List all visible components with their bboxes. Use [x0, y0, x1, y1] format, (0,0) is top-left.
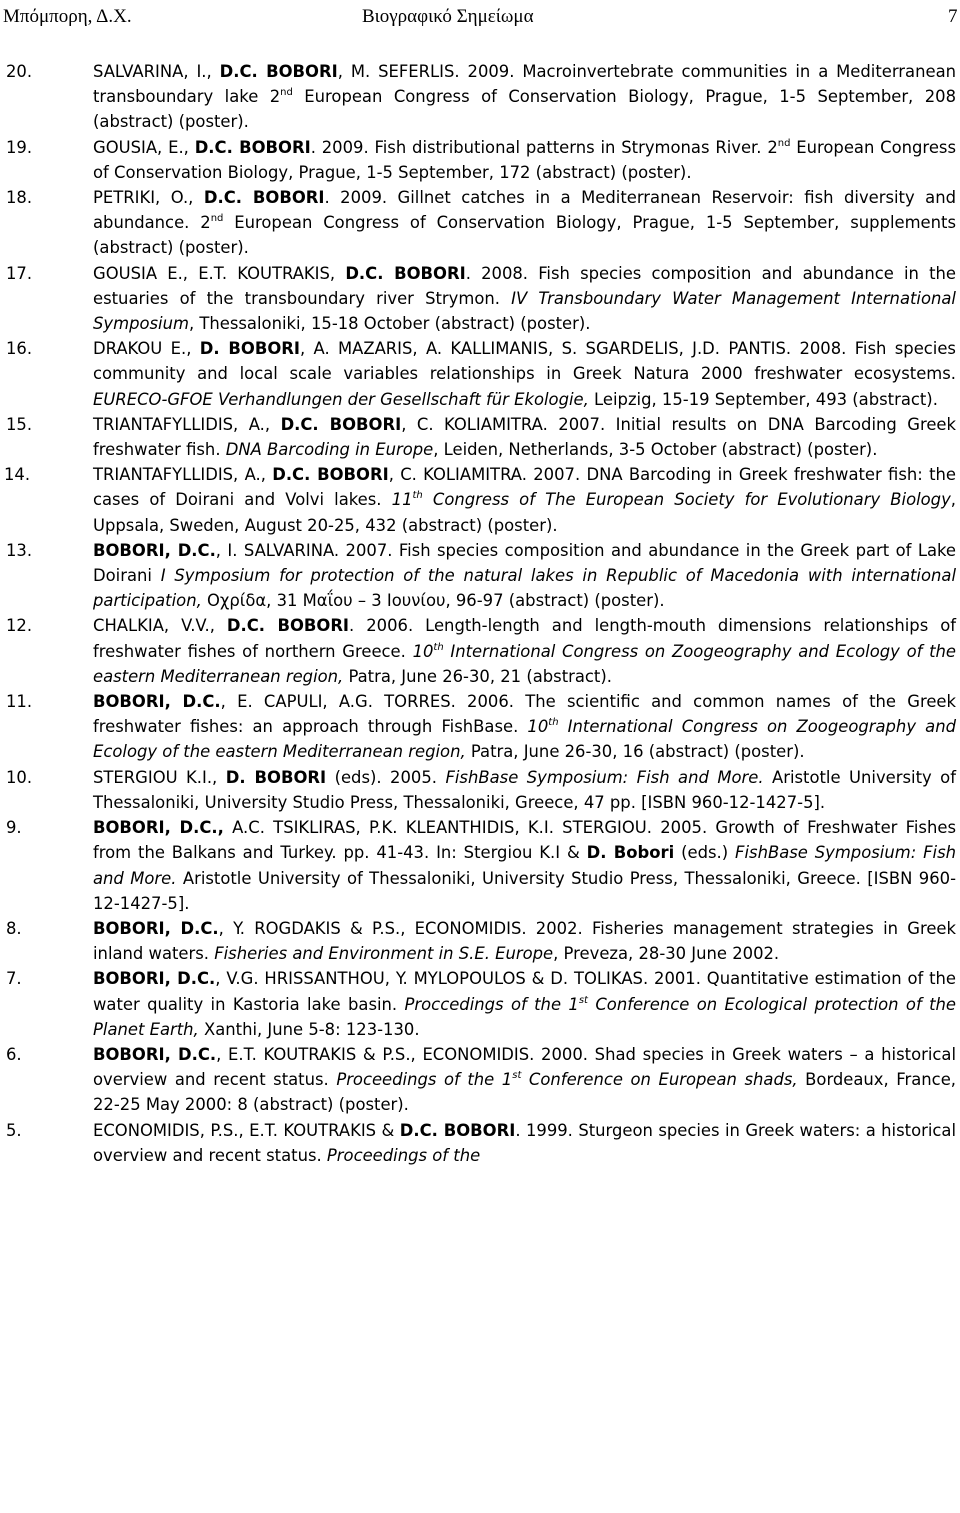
reference-text-run: . 1999. Sturgeon species in Greek waters: a historical overview and recent status. — [93, 1120, 956, 1165]
reference-text-run: . 2008. Fish species composition and abundance in the estuaries of the transboundary river Strymon. — [93, 263, 957, 308]
venue-title: Congress of The European Society for Evolutionary Biology — [422, 490, 951, 510]
reference-number: 5. — [6, 1120, 22, 1140]
reference-text-run: (eds.) — [674, 843, 736, 863]
author-highlight: D. Bobori — [586, 843, 675, 863]
author-highlight: D.C. BOBORI — [280, 414, 402, 434]
reference-text-run: Patra, June 26-30, 16 (abstract) (poster). — [465, 742, 805, 762]
reference-item — [0, 1042, 958, 1118]
author-highlight: BOBORI, D.C. — [93, 969, 216, 989]
reference-text-run: . 2009. Fish distributional patterns in Strymonas River. 2 — [310, 137, 778, 157]
reference-number: 20. — [6, 62, 33, 81]
author-highlight: D.C. BOBORI — [203, 188, 325, 208]
reference-item — [0, 966, 958, 1042]
reference-number: 19. — [6, 137, 33, 157]
reference-item — [0, 185, 958, 261]
author-highlight: D.C. BOBORI — [226, 616, 350, 636]
reference-text-run: TRIANTAFYLLIDIS, A., — [93, 414, 281, 434]
reference-text-run: Patra, June 26-30, 21 (abstract). — [343, 666, 612, 686]
reference-text-run: , V.G. HRISSANTHOU, Y. MYLOPOULOS & D. TOLIKAS. 2001. Quantitative estimation of the water quality in Kastoria lake basin. — [93, 969, 957, 1014]
venue-title: Conference on Ecological protection of the Planet Earth, — [93, 994, 956, 1039]
reference-text-run: . 2006. Length-length and length-mouth dimensions relationships of freshwater fishes of northern Greece. — [93, 616, 957, 661]
reference-text-run: Xanthi, June 5-8: 123-130. — [198, 1019, 420, 1039]
reference-number: 15. — [6, 414, 33, 434]
reference-text-run: TRIANTAFYLLIDIS, A., — [93, 465, 273, 485]
reference-number: 17. — [6, 263, 33, 283]
reference-number: 11. — [6, 692, 33, 712]
reference-text-run: CHALKIA, V.V., — [93, 616, 227, 636]
reference-text-run: GOUSIA E., E.T. KOUTRAKIS, — [93, 263, 346, 283]
reference-text-run: , C. KOLIAMITRA. 2007. Initial results on DNA Barcoding Greek freshwater fish. — [93, 414, 956, 460]
venue-title: EURECO-GFOE Verhandlungen der Gesellschaft für Ekologie, — [93, 389, 589, 409]
author-highlight: D. BOBORI — [225, 767, 327, 787]
reference-text-run: GOUSIA, E., — [93, 137, 195, 157]
reference-text-run: STERGIOU K.I., — [93, 767, 226, 787]
ordinal-superscript: nd — [280, 87, 293, 99]
reference-text-run: , C. KOLIAMITRA. 2007. DNA Barcoding in Greek freshwater fish: the cases of Doirani and Volvi lakes. — [93, 465, 957, 510]
page-header — [0, 0, 960, 44]
author-highlight: BOBORI, D.C. — [93, 1044, 217, 1064]
reference-item — [0, 336, 958, 412]
reference-text — [93, 188, 956, 257]
reference-text — [93, 541, 956, 610]
reference-text — [93, 818, 956, 913]
ordinal-superscript: th — [548, 717, 559, 729]
page-number: 7 — [948, 6, 958, 27]
reference-text-run: , M. SEFERLIS. 2009. Macroinvertebrate communities in a Mediterranean transboundary lake 2 — [93, 62, 956, 107]
ordinal-superscript: nd — [777, 137, 791, 149]
ordinal-superscript: st — [512, 1070, 522, 1082]
reference-text-run: SALVARINA, I., — [93, 62, 220, 81]
reference-item — [0, 916, 958, 966]
author-highlight: BOBORI, D.C. — [93, 692, 221, 712]
venue-title: Proceedings of the 1 — [336, 1070, 513, 1090]
reference-text-run: . 2009. Gillnet catches in a Mediterranean Reservoir: fish diversity and abundance. 2 — [93, 188, 956, 233]
author-highlight: D.C. BOBORI — [194, 137, 311, 157]
reference-list — [0, 59, 958, 1168]
reference-item — [0, 689, 958, 765]
reference-text-run: European Congress of Conservation Biology, Prague, 1-5 September, 208 (abstract) (poster). — [93, 87, 956, 132]
venue-title: Fisheries and Environment in S.E. Europe — [214, 944, 554, 964]
venue-title: International Congress on Zoogeography and Ecology of the eastern Mediterranean region, — [93, 717, 956, 762]
reference-number: 13. — [6, 540, 33, 560]
reference-number: 8. — [6, 918, 22, 938]
reference-text-run: Aristotle University of Thessaloniki, University Studio Press, Thessaloniki, Greece, 47 pp. [ISBN 960-12-1427-5]. — [93, 767, 956, 812]
author-highlight: D.C. BOBORI — [272, 465, 389, 485]
reference-number: 18. — [6, 188, 33, 208]
author-highlight: BOBORI, D.C., — [93, 818, 224, 838]
reference-text-run: , Preveza, 28-30 June 2002. — [553, 944, 780, 964]
venue-title: Proccedings of the 1 — [404, 994, 579, 1014]
author-highlight: D. BOBORI — [199, 339, 300, 359]
reference-text-run: , E. CAPULI, A.G. TORRES. 2006. The scientific and common names of the Greek freshwater fishes: an approach through FishBase. — [93, 692, 957, 737]
reference-text-run: DRAKOU E., — [93, 339, 200, 359]
author-highlight: BOBORI, D.C. — [93, 540, 216, 560]
reference-text — [93, 768, 956, 812]
reference-number: 9. — [6, 818, 22, 838]
reference-text-run: A.C. TSIKLIRAS, P.K. KLEANTHIDIS, K.I. STERGIOU. 2005. Growth of Freshwater Fishes from the Balkans and Turkey. pp. 41-43. In: Stergiou K.I & — [93, 818, 956, 863]
reference-number: 16. — [6, 339, 33, 359]
reference-text — [93, 1121, 956, 1165]
reference-number: 10. — [6, 767, 33, 787]
venue-title: DNA Barcoding in Europe — [225, 440, 434, 460]
reference-text-run: , I. SALVARINA. 2007. Fish species composition and abundance in the Greek part of Lake Doirani — [93, 540, 956, 586]
reference-item — [0, 462, 958, 538]
ordinal-superscript: th — [433, 641, 444, 653]
ordinal-superscript: nd — [210, 213, 224, 225]
venue-title: FishBase Symposium: Fish and More. — [93, 843, 956, 888]
venue-title: 11 — [391, 490, 413, 510]
author-highlight: D.C. BOBORI — [345, 263, 466, 283]
header-title: Βιογραφικό Σημείωμα — [362, 6, 534, 27]
reference-number: 6. — [6, 1044, 22, 1064]
reference-text-run: , Uppsala, Sweden, August 20-25, 432 (abstract) (poster). — [93, 490, 957, 535]
reference-text — [93, 969, 956, 1038]
reference-text-run: , E.T. KOUTRAKIS & P.S., ECONOMIDIS. 2000. Shad species in Greek waters – a historical overview and recent status. — [93, 1044, 957, 1090]
reference-item — [0, 613, 958, 689]
reference-text — [93, 465, 956, 534]
venue-title: FishBase Symposium: Fish and More. — [445, 767, 764, 787]
reference-number: 14. — [4, 465, 31, 485]
venue-title: I Symposium for protection of the natural lakes in Republic of Macedonia with international participation, — [93, 566, 956, 611]
reference-item — [0, 59, 958, 135]
reference-text-run: , Leiden, Netherlands, 3-5 October (abstract) (poster). — [433, 440, 878, 460]
reference-text-run: Bordeaux, France, 22-25 May 2000: 8 (abstract) (poster). — [93, 1070, 956, 1115]
venue-title: Proceedings of the — [326, 1145, 481, 1165]
venue-title: Conference on European shads, — [521, 1070, 798, 1090]
venue-title: 10 — [527, 717, 549, 737]
reference-text — [93, 1045, 956, 1114]
reference-text-run: PETRIKI, O., — [93, 188, 204, 208]
reference-text-run: Leipzig, 15-19 September, 493 (abstract). — [588, 389, 938, 409]
reference-text-run: European Congress of Conservation Biology, Prague, 1-5 September, supplements (abstract) (poster). — [93, 213, 956, 258]
reference-text — [93, 919, 956, 963]
reference-text — [93, 692, 956, 761]
reference-item — [0, 765, 958, 815]
ordinal-superscript: st — [578, 994, 588, 1006]
venue-title: International Congress on Zoogeography and Ecology of the eastern Mediterranean region, — [93, 641, 956, 686]
reference-text-run: , A. MAZARIS, A. KALLIMANIS, S. SGARDELIS, J.D. PANTIS. 2008. Fish species community and local scale variables relationships in Greek Natura 2000 freshwater ecosystems. — [93, 339, 956, 384]
reference-text — [93, 616, 956, 685]
reference-item — [0, 135, 958, 185]
reference-text-run: (eds). 2005. — [326, 767, 446, 787]
author-highlight: D.C. BOBORI — [219, 62, 338, 81]
author-highlight: BOBORI, D.C. — [93, 918, 219, 938]
reference-text-run: , Y. ROGDAKIS & P.S., ECONOMIDIS. 2002. Fisheries management strategies in Greek inland waters. — [93, 918, 956, 964]
reference-text-run: ECONOMIDIS, P.S., E.T. KOUTRAKIS & — [93, 1120, 400, 1140]
venue-title: IV Transboundary Water Management International Symposium — [93, 288, 956, 334]
header-author: Μπόμπορη, Δ.Χ. — [3, 6, 132, 27]
reference-item — [0, 261, 958, 337]
reference-text — [93, 339, 956, 408]
reference-text-run: Οχρίδα, 31 Μαΐου – 3 Ιουνίου, 96-97 (abstract) (poster). — [201, 591, 665, 611]
reference-text-run: Aristotle University of Thessaloniki, University Studio Press, Thessaloniki, Greece. [ISBN 960-12-1427-5]. — [93, 868, 956, 913]
author-highlight: D.C. BOBORI — [399, 1120, 516, 1140]
reference-text-run: , Thessaloniki, 15-18 October (abstract) (poster). — [188, 314, 591, 334]
reference-item — [0, 538, 958, 614]
reference-item — [0, 1118, 958, 1168]
reference-text — [93, 415, 956, 459]
reference-text — [93, 62, 956, 131]
reference-text — [93, 264, 956, 333]
reference-text — [93, 138, 956, 182]
reference-number: 12. — [6, 616, 33, 636]
reference-item — [0, 815, 958, 916]
venue-title: 10 — [412, 641, 434, 661]
reference-text-run: European Congress of Conservation Biology, Prague, 1-5 September, 172 (abstract) (poster). — [93, 137, 956, 182]
reference-number: 7. — [6, 969, 22, 989]
ordinal-superscript: th — [412, 490, 423, 502]
reference-item — [0, 412, 958, 462]
